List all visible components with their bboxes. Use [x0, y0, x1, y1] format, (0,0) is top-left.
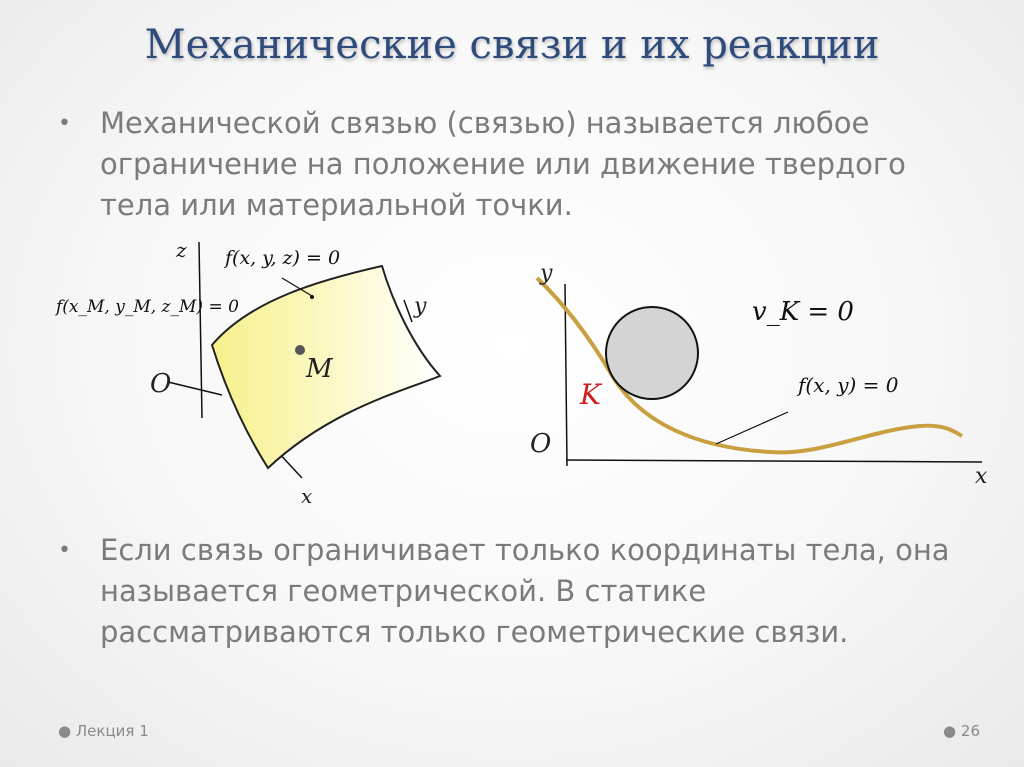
label-axis-y: y [540, 261, 553, 286]
label-axis-z: z [176, 238, 187, 262]
bullet-geometric-text: Если связь ограничивает только координаты тела, она называется геометрической. В статике рассматриваются только геометрические связи. [100, 533, 950, 649]
curve-leader-line [716, 412, 788, 444]
surface-constraint-figure [52, 232, 452, 517]
origin-line [168, 382, 222, 395]
label-origin-right: O [530, 429, 552, 459]
point-m-dot [295, 345, 305, 355]
x-axis-line [566, 460, 982, 462]
bullet-definition-text: Механической связью (связью) называется любое ограничение на положение или движение твердого тела или материальной точки. [100, 106, 906, 222]
footer-dot-icon: ● [943, 722, 957, 740]
rolling-disk [606, 307, 698, 399]
footer-lecture-label: Лекция 1 [75, 722, 149, 740]
footer-lecture [58, 722, 149, 740]
y-axis-line [404, 300, 412, 322]
label-point-m: M [306, 354, 333, 384]
velocity-equation: v_K = 0 [752, 297, 854, 327]
surface-leader-dot [310, 295, 314, 299]
bullet-geometric [58, 530, 966, 653]
slide-title: Механические связи и их реакции [144, 22, 880, 68]
curve-constraint-figure [520, 258, 1000, 488]
constraint-curve [537, 278, 962, 452]
label-axis-x: x [301, 484, 313, 508]
footer-page [943, 722, 980, 740]
label-origin-left: O [150, 369, 172, 399]
bullet-dot-icon: • [58, 111, 71, 136]
bullet-definition [58, 103, 966, 226]
label-axis-x: x [975, 464, 988, 488]
footer-dot-icon: ● [58, 722, 72, 740]
label-axis-y: y [414, 294, 427, 319]
page-number: 26 [960, 722, 980, 740]
surface-equation: f(x, y, z) = 0 [225, 247, 341, 269]
label-contact-point-k: K [580, 378, 601, 411]
point-equation: f(x_M, y_M, z_M) = 0 [56, 297, 239, 317]
curve-equation: f(x, y) = 0 [798, 373, 899, 397]
bullet-dot-icon: • [58, 538, 71, 563]
z-axis-line [199, 242, 202, 418]
